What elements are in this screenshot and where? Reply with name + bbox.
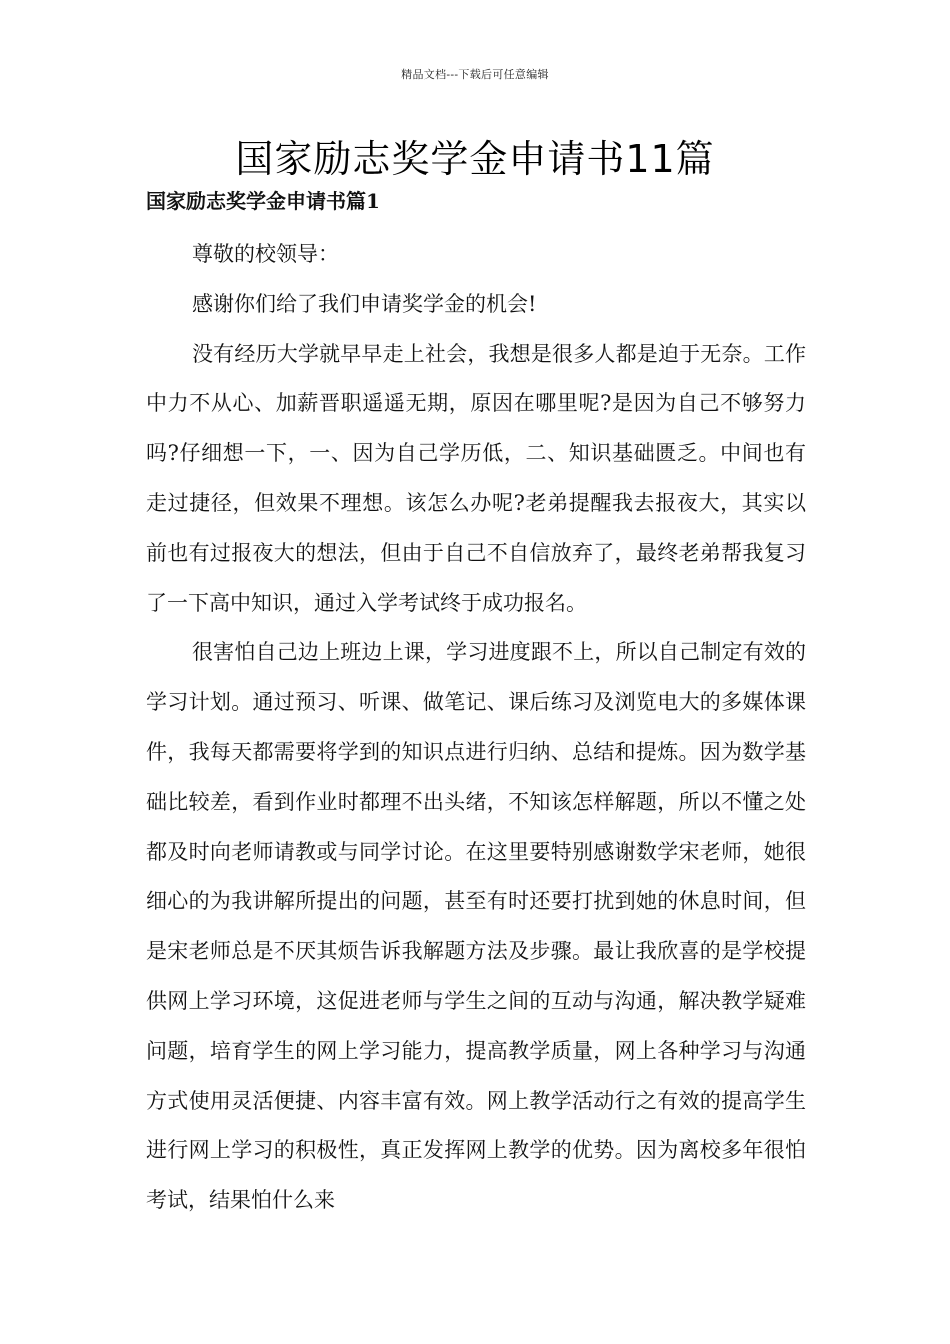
document-title: 国家励志奖学金申请书11篇 — [235, 137, 715, 181]
salutation: 尊敬的校领导： — [192, 242, 339, 266]
paragraph-thanks: 感谢你们给了我们申请奖学金的机会! — [192, 291, 537, 316]
paragraph-background: 没有经历大学就早早走上社会，我想是很多人都是迫于无奈。工作中力不从心、加薪晋职遥遥无期，原因在哪里呢?是因为自己不够努力吗?仔细想一下，一、因为自己学历低，二、知识基础匮乏。中间也有走过捷径，但效果不理想。该怎么办呢?老弟提醒我去报夜大，其实以前也有过报夜大的想法，但由于自己不自信放弃了，最终老弟帮我复习了一下高中知识，通过入学考试终于成功报名。 — [146, 341, 806, 615]
paragraph-study-plan: 很害怕自己边上班边上课，学习进度跟不上，所以自己制定有效的学习计划。通过预习、听课、做笔记、课后练习及浏览电大的多媒体课件，我每天都需要将学到的知识点进行归纳、总结和提炼。因为数学基础比较差，看到作业时都理不出头绪，不知该怎样解题，所以不懂之处都及时向老师请教或与同学讨论。在这里要特别感谢数学宋老师，她很细心的为我讲解所提出的问题，甚至有时还要打扰到她的休息时间，但是宋老师总是不厌其烦告诉我解题方法及步骤。最让我欣喜的是学校提供网上学习环境，这促进老师与学生之间的互动与沟通，解决教学疑难问题，培育学生的网上学习能力，提高教学质量，网上各种学习与沟通方式使用灵活便捷、内容丰富有效。网上教学活动行之有效的提高学生进行网上学习的积极性，真正发挥网上教学的优势。因为离校多年很怕考试，结果怕什么来 — [146, 640, 806, 1213]
header-note: 精品文档---下载后可任意编辑 — [401, 68, 549, 81]
document-body — [146, 230, 806, 1226]
section-heading: 国家励志奖学金申请书篇1 — [146, 189, 380, 213]
